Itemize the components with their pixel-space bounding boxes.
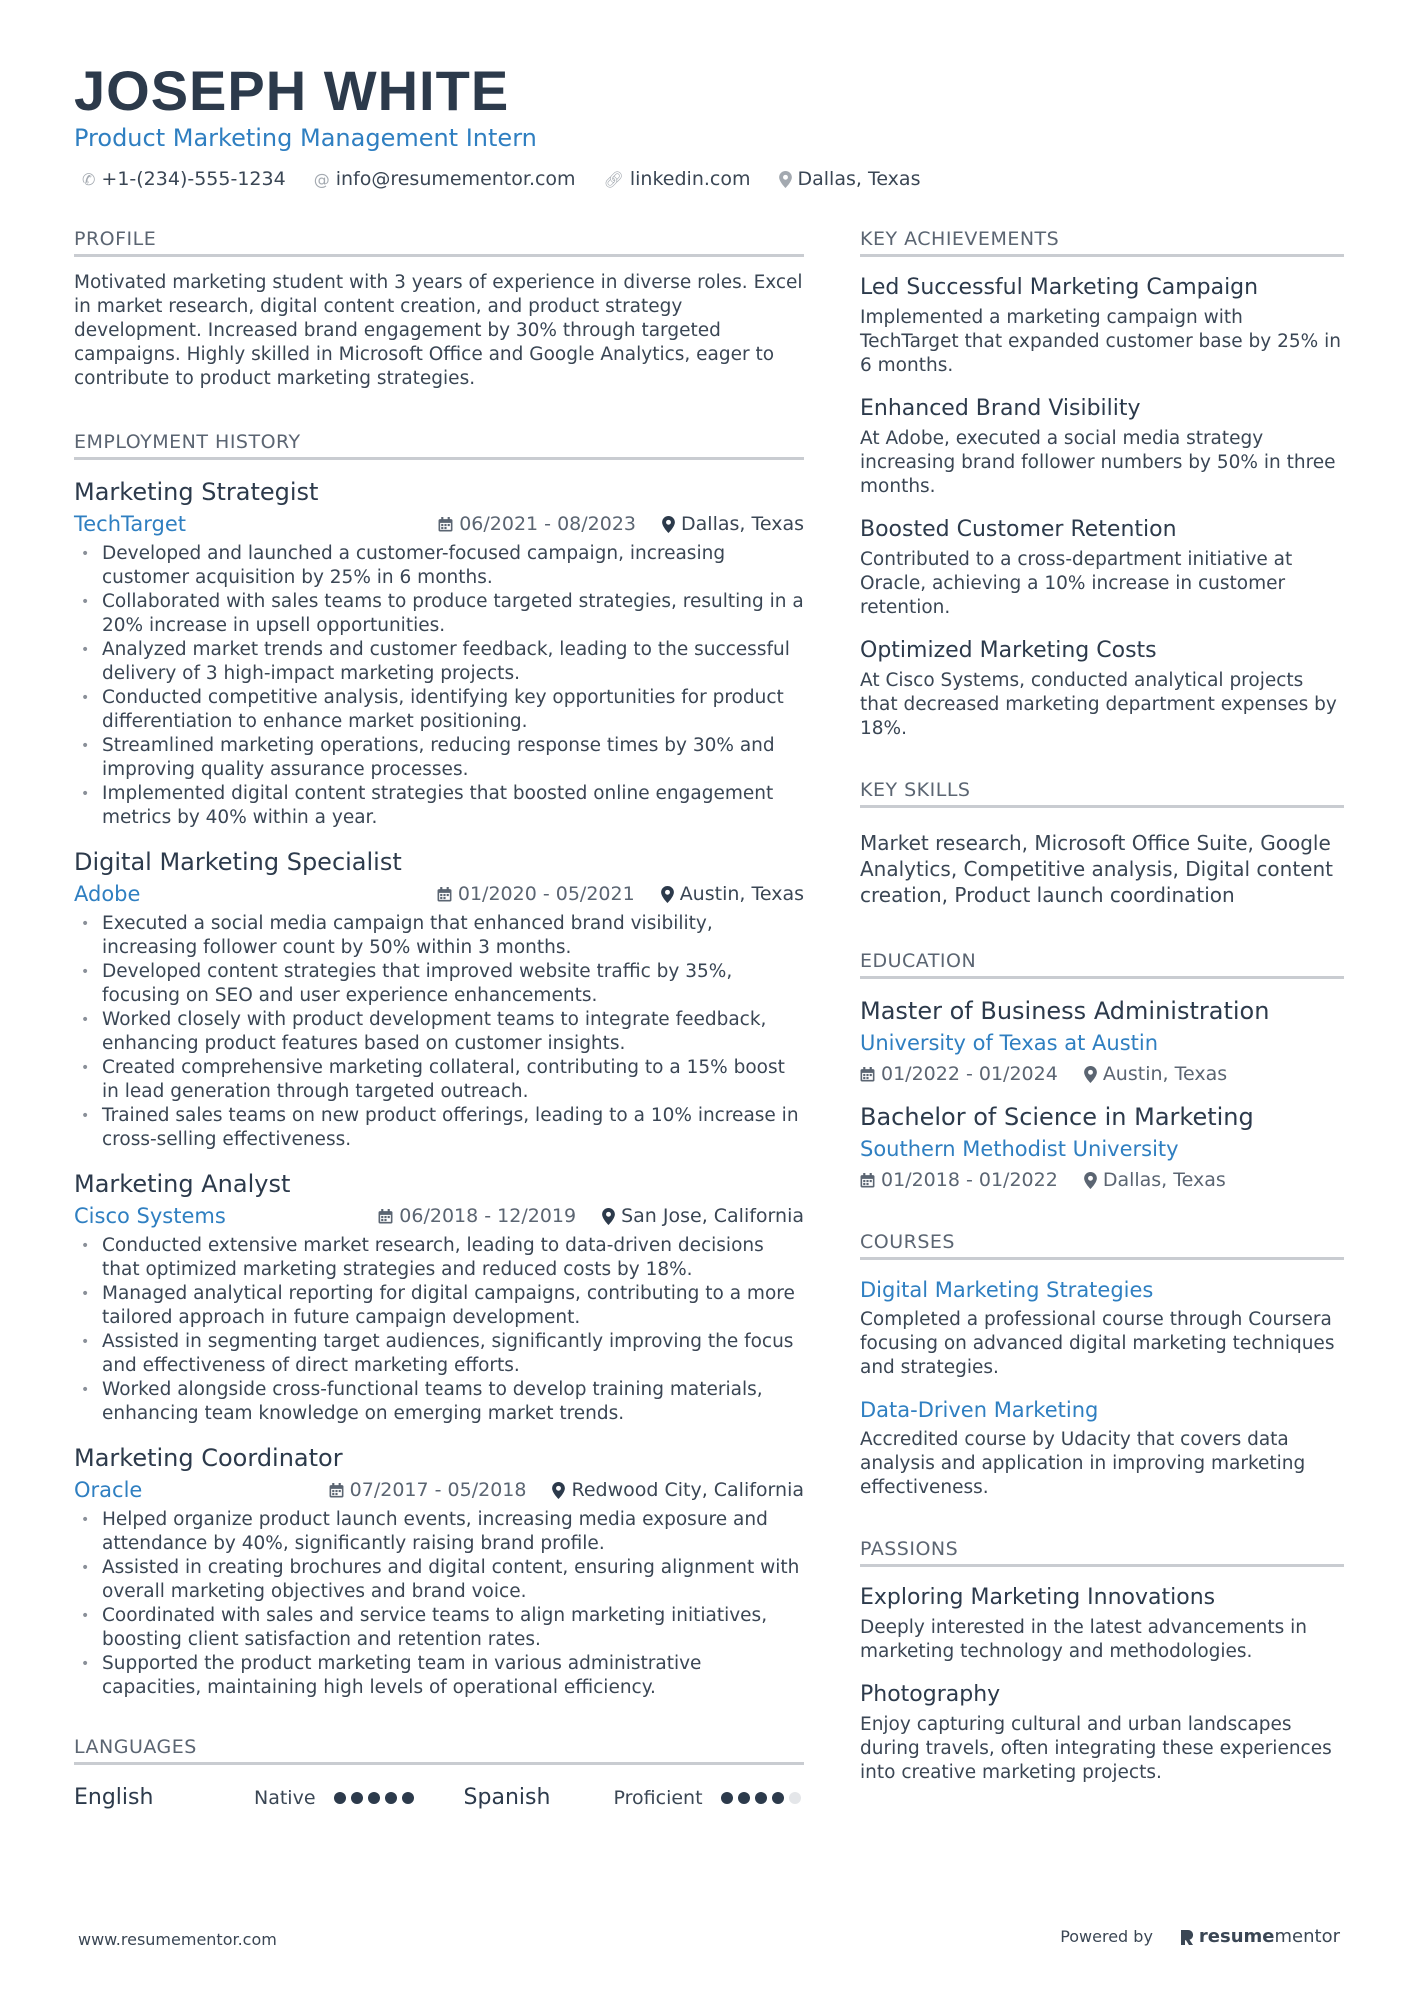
job-bullet: • Supported the product marketing team in various administrative capacities, maintaining high levels of operational efficiency.	[74, 1652, 804, 1700]
job-bullet: • Created comprehensive marketing collateral, contributing to a 15% boost in lead generation through targeted outreach.	[74, 1056, 804, 1104]
rating-dot	[351, 1792, 363, 1804]
job-bullets	[74, 1234, 804, 1426]
job-bullet: • Collaborated with sales teams to produce targeted strategies, resulting in a 20% increase in upsell opportunities.	[74, 590, 804, 638]
job-title: Marketing Analyst	[74, 1170, 291, 1198]
language-name: English	[74, 1785, 154, 1810]
language-level: Proficient	[613, 1786, 703, 1809]
job-title: Digital Marketing Specialist	[74, 848, 402, 876]
job-entry	[74, 848, 804, 1152]
rating-dot	[738, 1792, 750, 1804]
passion-text: Enjoy capturing cultural and urban landscapes during travels, often integrating these experiences into creative marketing projects.	[860, 1714, 1332, 1783]
employment-list	[74, 478, 804, 1700]
language-name: Spanish	[463, 1785, 551, 1810]
location-pin-icon	[661, 886, 674, 903]
rating-dot	[368, 1792, 380, 1804]
calendar-icon	[329, 1483, 344, 1498]
company-name: Cisco Systems	[74, 1204, 226, 1228]
job-bullets	[74, 542, 804, 830]
location-text: Dallas, Texas	[1102, 1169, 1226, 1191]
contact-linkedin[interactable]	[604, 168, 751, 190]
rating-dot	[772, 1792, 784, 1804]
location-pin-icon	[662, 516, 675, 533]
linkedin-text[interactable]: linkedin.com	[629, 168, 751, 190]
calendar-icon	[437, 887, 452, 902]
job-location	[552, 1479, 804, 1501]
job-entry	[74, 478, 804, 830]
job-bullet: • Assisted in segmenting target audiences, significantly improving the focus and effectiveness of direct marketing efforts.	[74, 1330, 804, 1378]
course-text: Accredited course by Udacity that covers data analysis and application in improving marketing effectiveness.	[860, 1429, 1306, 1498]
job-dates	[378, 1205, 576, 1227]
achievements-list	[860, 275, 1344, 741]
language-rating	[721, 1792, 801, 1804]
resumementor-logo-icon	[1179, 1928, 1195, 1946]
achievement-text: At Cisco Systems, conducted analytical projects that decreased marketing department expenses by 18%.	[860, 670, 1337, 739]
dates-text: 07/2017 - 05/2018	[349, 1479, 527, 1501]
achievement-text: Contributed to a cross-department initiative at Oracle, achieving a 10% increase in customer retention.	[860, 549, 1293, 618]
location-text: Redwood City, California	[571, 1479, 804, 1501]
powered-by-label: Powered by	[1060, 1927, 1153, 1946]
education-meta	[860, 1063, 1344, 1085]
passions-heading: PASSIONS	[860, 1538, 1344, 1567]
location-text: Austin, Texas	[1102, 1063, 1228, 1085]
passion-text: Deeply interested in the latest advancements in marketing technology and methodologies.	[860, 1617, 1307, 1662]
link-icon: 🔗︎	[603, 169, 624, 189]
candidate-name: JOSEPH WHITE	[74, 59, 510, 122]
email-text[interactable]: info@resumementor.com	[335, 168, 576, 190]
dates-text: 01/2018 - 01/2022	[881, 1169, 1058, 1191]
education-meta	[860, 1169, 1344, 1191]
job-bullets	[74, 912, 804, 1152]
contact-location	[779, 168, 921, 190]
calendar-icon	[860, 1173, 875, 1188]
courses-heading: COURSES	[860, 1231, 1344, 1260]
skills-heading: KEY SKILLS	[860, 779, 1344, 808]
contact-email[interactable]	[314, 168, 576, 190]
language-level: Native	[254, 1786, 316, 1809]
achievements-heading: KEY ACHIEVEMENTS	[860, 228, 1344, 257]
passion-title: Photography	[860, 1682, 1001, 1707]
phone-icon: ✆	[82, 169, 96, 189]
job-bullet: • Trained sales teams on new product offerings, leading to a 10% increase in cross-selling effectiveness.	[74, 1104, 804, 1152]
job-bullet: • Managed analytical reporting for digital campaigns, contributing to a more tailored approach in future campaign development.	[74, 1282, 804, 1330]
left-column	[74, 228, 804, 1810]
dates-text: 01/2022 - 01/2024	[881, 1063, 1058, 1085]
passion-title: Exploring Marketing Innovations	[860, 1585, 1216, 1610]
job-title: Marketing Coordinator	[74, 1444, 343, 1472]
right-column	[860, 228, 1344, 1785]
calendar-icon	[438, 517, 453, 532]
at-icon: @	[313, 169, 330, 189]
education-dates	[860, 1063, 1058, 1085]
job-bullet: • Streamlined marketing operations, reducing response times by 30% and improving quality assurance processes.	[74, 734, 804, 782]
job-bullets	[74, 1508, 804, 1700]
company-name: TechTarget	[74, 512, 187, 536]
job-entry	[74, 1444, 804, 1700]
dates-text: 01/2020 - 05/2021	[457, 883, 635, 905]
job-location	[662, 513, 804, 535]
rating-dot	[721, 1792, 733, 1804]
rating-dot	[789, 1792, 801, 1804]
brand-name-bold: resume	[1198, 1926, 1275, 1947]
resume-page	[74, 59, 1344, 1810]
dates-text: 06/2021 - 08/2023	[459, 513, 637, 535]
course-title: Data-Driven Marketing	[860, 1398, 1099, 1422]
languages-heading: LANGUAGES	[74, 1736, 804, 1765]
calendar-icon	[860, 1067, 875, 1082]
brand-logo[interactable]	[1179, 1926, 1340, 1947]
location-pin-icon	[1084, 1066, 1097, 1083]
job-location	[661, 883, 804, 905]
achievement-title: Optimized Marketing Costs	[860, 638, 1157, 663]
education-dates	[860, 1169, 1058, 1191]
profile-text: Motivated marketing student with 3 years of experience in diverse roles. Excel in market research, digital content creation, and product strategy development. Increased brand engagement by 30% through targeted campaigns. Highly skilled in Microsoft Office and Google Analytics, eager to contribute to product marketing strategies.	[74, 272, 803, 389]
course-text: Completed a professional course through Coursera focusing on advanced digital marketing techniques and strategies.	[860, 1309, 1335, 1378]
company-name: Adobe	[74, 882, 141, 906]
job-meta	[74, 1478, 804, 1502]
company-name: Oracle	[74, 1478, 143, 1502]
job-dates	[438, 513, 636, 535]
job-bullet: • Conducted competitive analysis, identifying key opportunities for product differentiation to enhance market positioning.	[74, 686, 804, 734]
job-bullet: • Executed a social media campaign that enhanced brand visibility, increasing follower count by 50% within 3 months.	[74, 912, 804, 960]
job-meta	[74, 1204, 804, 1228]
degree-title: Bachelor of Science in Marketing	[860, 1103, 1254, 1131]
education-location	[1084, 1169, 1226, 1191]
job-meta	[74, 882, 804, 906]
phone-text: +1-(234)-555-1234	[101, 168, 286, 190]
achievement-title: Boosted Customer Retention	[860, 517, 1177, 542]
achievement-title: Enhanced Brand Visibility	[860, 396, 1141, 421]
calendar-icon	[378, 1209, 393, 1224]
footer-branding	[1060, 1926, 1340, 1947]
job-bullet: • Conducted extensive market research, leading to data-driven decisions that optimized marketing strategies and reduced costs by 18%.	[74, 1234, 804, 1282]
contact-phone	[82, 168, 286, 190]
rating-dot	[334, 1792, 346, 1804]
achievement-title: Led Successful Marketing Campaign	[860, 275, 1259, 300]
job-bullet: • Analyzed market trends and customer feedback, leading to the successful delivery of 3 high-impact marketing projects.	[74, 638, 804, 686]
job-dates	[437, 883, 635, 905]
footer-website[interactable]: www.resumementor.com	[78, 1930, 277, 1949]
school-name: Southern Methodist University	[860, 1137, 1179, 1161]
job-bullet: • Developed and launched a customer-focused campaign, increasing customer acquisition by 25% in 6 months.	[74, 542, 804, 590]
language-list	[74, 1785, 804, 1810]
rating-dot	[385, 1792, 397, 1804]
job-bullet: • Worked alongside cross-functional teams to develop training materials, enhancing team knowledge on emerging market trends.	[74, 1378, 804, 1426]
education-heading: EDUCATION	[860, 950, 1344, 979]
skills-text: Market research, Microsoft Office Suite, Google Analytics, Competitive analysis, Digital content creation, Product launch coordination	[860, 831, 1333, 907]
rating-dot	[755, 1792, 767, 1804]
candidate-title: Product Marketing Management Intern	[74, 124, 537, 152]
job-bullet: • Coordinated with sales and service teams to align marketing initiatives, boosting client satisfaction and retention rates.	[74, 1604, 804, 1652]
location-pin-icon	[552, 1482, 565, 1499]
profile-heading: PROFILE	[74, 228, 804, 257]
achievement-text: At Adobe, executed a social media strategy increasing brand follower numbers by 50% in three months.	[860, 428, 1336, 497]
location-pin-icon	[779, 171, 792, 188]
job-title: Marketing Strategist	[74, 478, 319, 506]
course-title: Digital Marketing Strategies	[860, 1278, 1154, 1302]
job-bullet: • Assisted in creating brochures and digital content, ensuring alignment with overall marketing objectives and brand voice.	[74, 1556, 804, 1604]
language-rating	[334, 1792, 414, 1804]
job-entry	[74, 1170, 804, 1426]
degree-title: Master of Business Administration	[860, 997, 1270, 1025]
education-location	[1084, 1063, 1227, 1085]
brand-name-light: mentor	[1274, 1926, 1340, 1947]
job-location	[602, 1205, 804, 1227]
employment-heading: EMPLOYMENT HISTORY	[74, 431, 804, 460]
dates-text: 06/2018 - 12/2019	[399, 1205, 577, 1227]
job-dates	[329, 1479, 527, 1501]
location-pin-icon	[602, 1208, 615, 1225]
location-pin-icon	[1084, 1172, 1097, 1189]
job-bullet: • Helped organize product launch events, increasing media exposure and attendance by 40%, significantly raising brand profile.	[74, 1508, 804, 1556]
rating-dot	[402, 1792, 414, 1804]
school-name: University of Texas at Austin	[860, 1031, 1159, 1055]
job-bullet: • Worked closely with product development teams to integrate feedback, enhancing product features based on customer insights.	[74, 1008, 804, 1056]
job-bullet: • Implemented digital content strategies that boosted online engagement metrics by 40% within a year.	[74, 782, 804, 830]
contact-bar	[74, 168, 1344, 190]
location-text: Dallas, Texas	[797, 168, 921, 190]
location-text: Dallas, Texas	[681, 513, 804, 535]
job-bullet: • Developed content strategies that improved website traffic by 35%, focusing on SEO and user experience enhancements.	[74, 960, 804, 1008]
location-text: Austin, Texas	[679, 883, 804, 905]
job-meta	[74, 512, 804, 536]
location-text: San Jose, California	[621, 1205, 804, 1227]
achievement-text: Implemented a marketing campaign with TechTarget that expanded customer base by 25% in 6 months.	[860, 307, 1341, 376]
